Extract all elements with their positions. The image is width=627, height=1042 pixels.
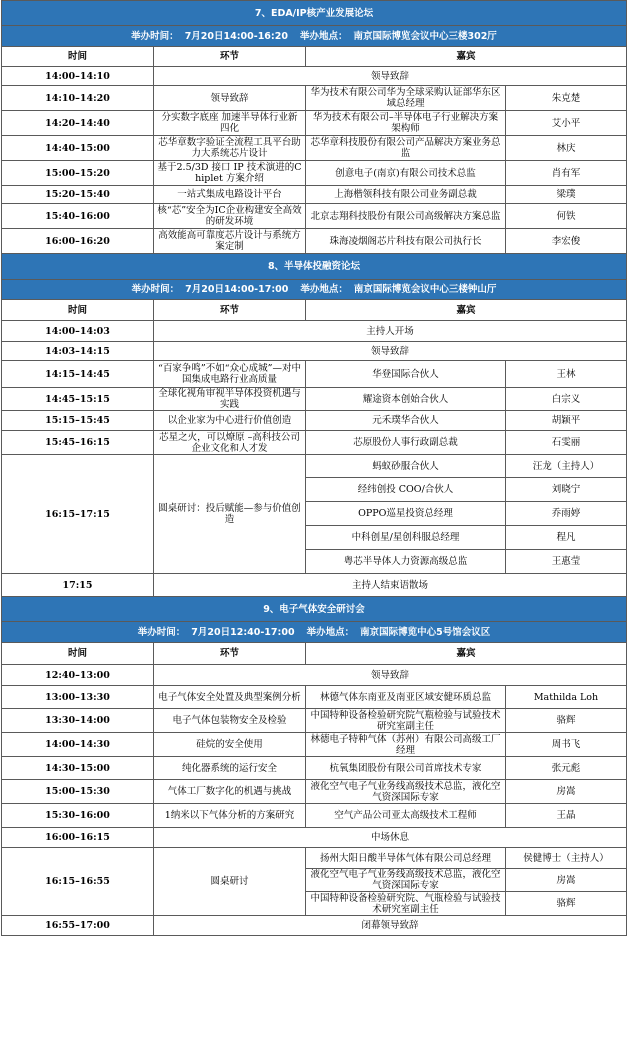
agenda-row <box>2 361 627 388</box>
agenda-session: 电子气体安全处置及典型案例分析 <box>154 686 306 709</box>
agenda-row <box>2 780 627 804</box>
guest-name: 王林 <box>506 361 627 388</box>
agenda-time: 13:30–14:00 <box>2 709 154 733</box>
agenda-time: 15:20–15:40 <box>2 186 154 204</box>
agenda-row <box>2 709 627 733</box>
guest-organization: 耀途资本创始合伙人 <box>306 388 506 411</box>
forum-title: 7、EDA/IP核产业发展论坛 <box>2 1 627 26</box>
guest-name: 梁璞 <box>506 186 627 204</box>
forum-time <box>135 627 298 638</box>
forum-title: 9、电子气体安全研讨会 <box>2 597 627 622</box>
guest-name: 艾小平 <box>506 111 627 136</box>
roundtable-session: 圆桌研讨：投后赋能—参与价值创造 <box>154 455 306 574</box>
agenda-time: 15:15–15:45 <box>2 411 154 431</box>
agenda-session: 纯化器系统的运行安全 <box>154 757 306 780</box>
agenda-time: 13:00–13:30 <box>2 686 154 709</box>
forum-place-label: 举办地点： <box>300 284 348 295</box>
forum-title-row <box>2 1 627 26</box>
agenda-row <box>2 388 627 411</box>
table-header-row <box>2 300 627 321</box>
agenda-row <box>2 431 627 455</box>
forum-time <box>128 31 291 42</box>
agenda-row <box>2 86 627 111</box>
guest-name: 朱克楚 <box>506 86 627 111</box>
forum-time-value: 7月20日14:00-17:00 <box>185 284 289 295</box>
roundtable-guest-name: 刘晓宁 <box>506 478 627 502</box>
agenda-time: 16:00–16:15 <box>2 828 154 848</box>
agenda-row <box>2 757 627 780</box>
agenda-row <box>2 411 627 431</box>
agenda-row <box>2 733 627 757</box>
agenda-session: 领导致辞 <box>154 86 306 111</box>
forum-place-label: 举办地点： <box>299 30 348 42</box>
forum-place <box>297 31 500 42</box>
header-guest: 嘉宾 <box>306 643 627 665</box>
agenda-time: 15:40–16:00 <box>2 204 154 229</box>
forum-schedule-table <box>1 0 627 936</box>
agenda-session: 芯星之火，可以燎原 –高科技公司企业文化和人才发 <box>154 431 306 455</box>
forum-time-label: 举办时间： <box>137 626 186 638</box>
closing-row <box>2 916 627 936</box>
guest-name: 王晶 <box>506 804 627 828</box>
guest-name: Mathilda Loh <box>506 686 627 709</box>
roundtable-guest-name: 程凡 <box>506 526 627 550</box>
forum-info <box>2 280 627 300</box>
agenda-row <box>2 229 627 254</box>
agenda-item: 中场休息 <box>154 828 627 848</box>
agenda-time: 12:40–13:00 <box>2 665 154 686</box>
guest-name: 石雯丽 <box>506 431 627 455</box>
forum-place <box>297 284 499 295</box>
closing-item: 闭幕领导致辞 <box>154 916 627 936</box>
agenda-row <box>2 111 627 136</box>
agenda-time: 14:30–15:00 <box>2 757 154 780</box>
roundtable-guest-name: 乔雨婷 <box>506 502 627 526</box>
agenda-row <box>2 204 627 229</box>
agenda-item: 领导致辞 <box>154 67 627 86</box>
agenda-time: 14:40–15:00 <box>2 136 154 161</box>
agenda-time: 14:03–14:15 <box>2 342 154 361</box>
agenda-item: 领导致辞 <box>154 665 627 686</box>
agenda-session: 一站式集成电路设计平台 <box>154 186 306 204</box>
agenda-row <box>2 321 627 342</box>
agenda-item: 主持人开场 <box>154 321 627 342</box>
roundtable-time: 16:15–16:55 <box>2 848 154 916</box>
guest-organization: 空气产品公司亚太高级技术工程师 <box>306 804 506 828</box>
agenda-time: 14:00–14:03 <box>2 321 154 342</box>
agenda-session: 高效能高可靠度芯片设计与系统方案定制 <box>154 229 306 254</box>
forum-time-value: 7月20日12:40-17:00 <box>191 626 295 638</box>
roundtable-guest-organization: 液化空气电子气业务线高级技术总监，液化空气资深国际专家 <box>306 869 506 892</box>
agenda-row <box>2 665 627 686</box>
closing-time: 16:55–17:00 <box>2 916 154 936</box>
header-time: 时间 <box>2 300 154 321</box>
roundtable-session: 圆桌研讨 <box>154 848 306 916</box>
roundtable-row <box>2 455 627 478</box>
guest-organization: 北京志翔科技股份有限公司高级解决方案总监 <box>306 204 506 229</box>
forum-info-row <box>2 26 627 47</box>
agenda-session: 以企业家为中心进行价值创造 <box>154 411 306 431</box>
forum-place-value: 南京国际博览会议中心三楼钟山厅 <box>353 284 497 295</box>
guest-organization: 华为技术有限公司–半导体电子行业解决方案架构师 <box>306 111 506 136</box>
forum-title: 8、半导体投融资论坛 <box>2 254 627 280</box>
roundtable-row <box>2 848 627 869</box>
forum-title-row <box>2 254 627 280</box>
guest-organization: 中国特种设备检验研究院气瓶检验与试验技术研究室副主任 <box>306 709 506 733</box>
schedule-page <box>1 0 626 936</box>
roundtable-time: 16:15–17:15 <box>2 455 154 574</box>
roundtable-guest-name: 王惠莹 <box>506 550 627 574</box>
header-guest: 嘉宾 <box>306 47 627 67</box>
header-session: 环节 <box>154 47 306 67</box>
roundtable-guest-organization: 中国特种设备检验研究院、气瓶检验与试验技术研究室副主任 <box>306 892 506 916</box>
agenda-session: “百家争鸣”不如“众心成城”—对中国集成电路行业高质量 <box>154 361 306 388</box>
closing-item: 主持人结束语散场 <box>154 574 627 597</box>
header-guest: 嘉宾 <box>306 300 627 321</box>
agenda-session: 芯华章数字验证全流程工具平台助力大系统芯片设计 <box>154 136 306 161</box>
guest-organization: 液化空气电子气业务线高级技术总监，液化空气资深国际专家 <box>306 780 506 804</box>
forum-time-label: 举办时间： <box>131 30 179 42</box>
closing-row <box>2 574 627 597</box>
guest-name: 林庆 <box>506 136 627 161</box>
agenda-session: 基于2.5/3D 接口 IP 技术演进的Chiplet 方案介绍 <box>154 161 306 186</box>
agenda-time: 14:20–14:40 <box>2 111 154 136</box>
forum-place-value: 南京国际博览中心5号馆会议区 <box>360 626 491 638</box>
agenda-session: 核“芯”安全为IC企业构建安全高效的研发环境 <box>154 204 306 229</box>
agenda-session: 1纳米以下气体分析的方案研究 <box>154 804 306 828</box>
guest-organization: 芯华章科技股份有限公司产品解决方案业务总监 <box>306 136 506 161</box>
forum-time-label: 举办时间： <box>131 284 180 295</box>
roundtable-guest-organization: 经纬创投 COO/合伙人 <box>306 478 506 502</box>
agenda-row <box>2 828 627 848</box>
guest-organization: 华登国际合伙人 <box>306 361 506 388</box>
forum-place <box>304 627 494 638</box>
roundtable-guest-organization: 中科创星/星创科服总经理 <box>306 526 506 550</box>
forum-place-value: 南京国际博览会议中心三楼302厅 <box>353 30 497 42</box>
guest-name: 周书飞 <box>506 733 627 757</box>
guest-organization: 创意电子(南京)有限公司技术总监 <box>306 161 506 186</box>
guest-name: 白宗义 <box>506 388 627 411</box>
guest-organization: 林德电子特种气体（苏州）有限公司高级工厂经理 <box>306 733 506 757</box>
header-time: 时间 <box>2 643 154 665</box>
guest-name: 房嵩 <box>506 780 627 804</box>
agenda-session: 分实数字底座 加速半导体行业新四化 <box>154 111 306 136</box>
agenda-row <box>2 186 627 204</box>
guest-name: 何铁 <box>506 204 627 229</box>
closing-time: 17:15 <box>2 574 154 597</box>
agenda-time: 16:00–16:20 <box>2 229 154 254</box>
roundtable-guest-name: 侯健博士（主持人） <box>506 848 627 869</box>
header-time: 时间 <box>2 47 154 67</box>
forum-info <box>2 26 627 47</box>
table-header-row <box>2 47 627 67</box>
guest-name: 张元彪 <box>506 757 627 780</box>
guest-organization: 林德气体东南亚及南亚区域安健环质总监 <box>306 686 506 709</box>
roundtable-guest-organization: 蚂蚁砂服合伙人 <box>306 455 506 478</box>
agenda-session: 硅烷的安全使用 <box>154 733 306 757</box>
guest-organization: 杭氧集团股份有限公司首席技术专家 <box>306 757 506 780</box>
guest-organization: 上海楷领科技有限公司业务副总裁 <box>306 186 506 204</box>
agenda-time: 14:45–15:15 <box>2 388 154 411</box>
agenda-row <box>2 136 627 161</box>
roundtable-guest-organization: 粤芯半导体人力资源高级总监 <box>306 550 506 574</box>
guest-name: 李宏俊 <box>506 229 627 254</box>
agenda-time: 15:30–16:00 <box>2 804 154 828</box>
agenda-time: 15:00–15:20 <box>2 161 154 186</box>
header-session: 环节 <box>154 643 306 665</box>
forum-info <box>2 622 627 643</box>
agenda-row <box>2 161 627 186</box>
guest-organization: 华为技术有限公司华为全球采购认证部华东区域总经理 <box>306 86 506 111</box>
agenda-time: 14:00–14:10 <box>2 67 154 86</box>
forum-time <box>129 284 292 295</box>
guest-name: 肖有军 <box>506 161 627 186</box>
agenda-row <box>2 804 627 828</box>
agenda-row <box>2 67 627 86</box>
table-header-row <box>2 643 627 665</box>
agenda-session: 气体工厂数字化的机遇与挑战 <box>154 780 306 804</box>
roundtable-guest-name: 房嵩 <box>506 869 627 892</box>
forum-place-label: 举办地点： <box>306 626 355 638</box>
header-session: 环节 <box>154 300 306 321</box>
roundtable-guest-name: 汪龙（主持人） <box>506 455 627 478</box>
roundtable-guest-organization: OPPO巡星投资总经理 <box>306 502 506 526</box>
agenda-row <box>2 342 627 361</box>
guest-name: 骆辉 <box>506 709 627 733</box>
forum-info-row <box>2 622 627 643</box>
guest-organization: 元禾璞华合伙人 <box>306 411 506 431</box>
agenda-item: 领导致辞 <box>154 342 627 361</box>
agenda-time: 14:15–14:45 <box>2 361 154 388</box>
forum-title-row <box>2 597 627 622</box>
agenda-session: 全球化视角审视半导体投资机遇与实践 <box>154 388 306 411</box>
agenda-time: 15:00–15:30 <box>2 780 154 804</box>
agenda-time: 14:10–14:20 <box>2 86 154 111</box>
forum-info-row <box>2 280 627 300</box>
guest-name: 胡颖平 <box>506 411 627 431</box>
agenda-time: 14:00–14:30 <box>2 733 154 757</box>
guest-organization: 芯原股份人事行政副总裁 <box>306 431 506 455</box>
agenda-session: 电子气体包装物安全及检验 <box>154 709 306 733</box>
forum-time-value: 7月20日14:00-16:20 <box>184 30 288 42</box>
agenda-row <box>2 686 627 709</box>
roundtable-guest-name: 骆辉 <box>506 892 627 916</box>
agenda-time: 15:45–16:15 <box>2 431 154 455</box>
roundtable-guest-organization: 扬州大阳日酸半导体气体有限公司总经理 <box>306 848 506 869</box>
guest-organization: 珠海凌烟阁芯片科技有限公司执行长 <box>306 229 506 254</box>
